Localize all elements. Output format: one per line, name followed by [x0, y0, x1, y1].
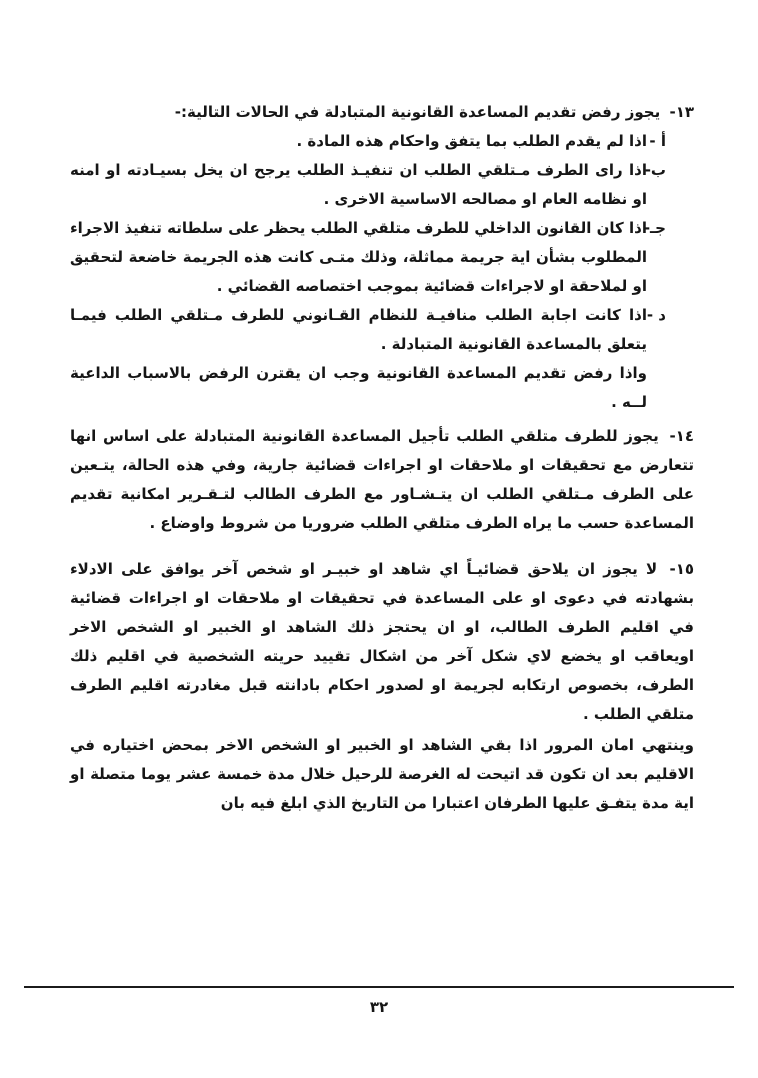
clause-15-text: لا يجوز ان يلاحق قضائيـاً اي شاهد او خبيـر او شخص آخر يوافق على الادلاء بشهادته في دعوى او على المساعدة في تحقيقات او ملاحقات او اجراءات قضائية في اقليم الطرف الطالب، او ان يحتجز ذلك الشاهد او الخبير او الشخص الاخر اويعاقب او يخضع لاي شكل آخر من اشكال تقييد حريته الشخصية في اقليم ذلك الطرف، بخصوص ارتكابه لجريمة او لصدور احكام بادانته قبل مغادرته اقليم الطرف متلقي الطلب .: [70, 560, 694, 723]
sub-item-d-text: اذا كانت اجابة الطلب منافيـة للنظام القـانوني للطرف مـتلقي الطلب فيمـا يتعلق بالمساعدة القانونية المتبادلة .: [70, 306, 647, 353]
sub-item-a-marker: أ -: [649, 132, 666, 150]
sub-item-a: [70, 127, 694, 156]
clause-14-text: يجوز للطرف متلقي الطلب تأجيل المساعدة القانونية المتبادلة على اساس انها تتعارض مع تحقيقات او ملاحقات او اجراءات قضائية جارية، وفي هذه الحالة، يتـعين على الطرف مـتلقي الطلب ان يتـشـاور مع الطرف الطالب لتـقـرير امكانية تقديم المساعدة حسب ما يراه الطرف متلقي الطلب ضروريا من شروط واوضاع .: [70, 427, 694, 532]
clause-spacer: [70, 543, 694, 555]
sub-item-b-marker: ب-: [644, 161, 666, 179]
clause-13-closing: واذا رفض تقديم المساعدة القانونية وجب ان يقترن الرفض بالاسباب الداعية لــه .: [70, 364, 647, 411]
sub-item-b: [70, 156, 694, 214]
clause-13: [70, 98, 694, 417]
sub-item-b-text: اذا راى الطرف مـتلقي الطلب ان تنفيـذ الطلب يرجح ان يخل بسيـادته او امنه او نظامه العام او مصالحه الاساسية الاخرى .: [70, 161, 647, 208]
clause-15-paragraph-2: وينتهي امان المرور اذا بقي الشاهد او الخبير او الشخص الاخر بمحض اختياره في الاقليم بعد ان تكون قد اتيحت له الغرصة للرحيل خلال مدة خمسة عشر يوما متصلة او اية مدة يتفـق عليها الطرفان اعتبارا من التاريخ الذي ابلغ فيه بان: [70, 736, 694, 812]
page-number: ٣٢: [369, 998, 389, 1016]
clause-15: [70, 555, 694, 818]
sub-item-j: [70, 214, 694, 301]
sub-item-d: [70, 301, 694, 359]
clause-13-heading: [70, 98, 694, 127]
sub-item-d-marker: د -: [646, 306, 666, 324]
clause-14-paragraph: [70, 422, 694, 538]
sub-item-a-text: اذا لم يقدم الطلب بما يتفق واحكام هذه المادة .: [296, 132, 647, 150]
sub-item-j-text: اذا كان القانون الداخلي للطرف متلقي الطلب يحظر على سلطاته تنفيذ الاجراء المطلوب بشأن اية جريمة مماثلة، وذلك متـى كانت هذه الجريمة خاضعة لتحقيق او لملاحقة او لاجراءات قضائية بموجب اختصاصه القضائي .: [70, 219, 647, 295]
sub-item-j-marker: جـ-: [643, 219, 666, 237]
clause-14: [70, 422, 694, 538]
clause-13-intro: يجوز رفض تقديم المساعدة القانونية المتبادلة في الحالات التالية:-: [174, 103, 661, 121]
clause-15-paragraph: [70, 555, 694, 729]
clause-15-marker: ١٥-: [669, 560, 694, 578]
clause-14-marker: ١٤-: [669, 427, 694, 445]
page-content: [70, 98, 694, 823]
clause-13-marker: ١٣-: [669, 103, 694, 121]
footer-divider: [24, 986, 734, 988]
